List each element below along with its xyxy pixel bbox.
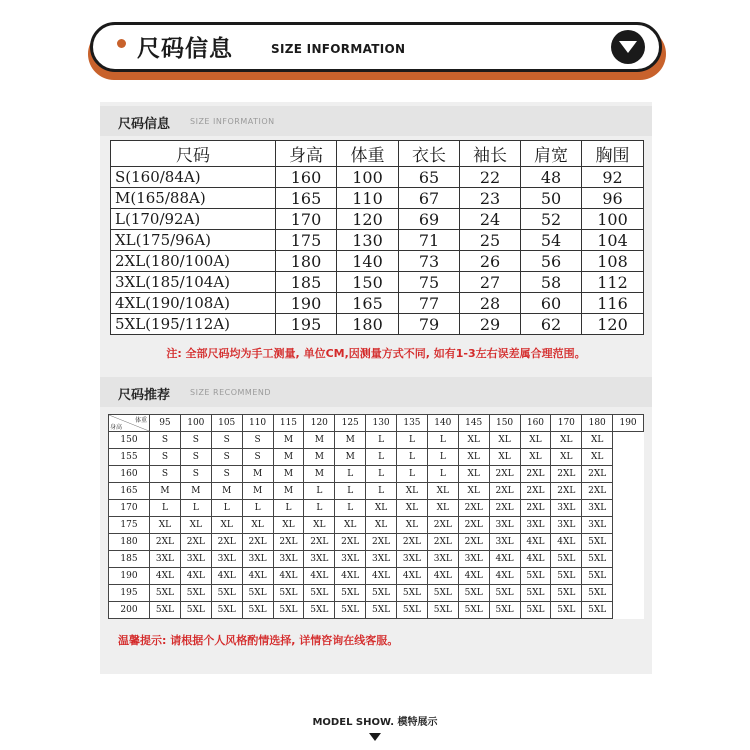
recommended-size-cell: L xyxy=(366,449,397,466)
recommended-size-cell: 2XL xyxy=(273,534,304,551)
size-value-cell: 79 xyxy=(399,314,460,335)
recommended-size-cell: XL xyxy=(458,466,489,483)
recommended-size-cell: M xyxy=(304,432,335,449)
size-value-cell: 150 xyxy=(337,272,399,293)
size-recommend-table xyxy=(108,414,644,619)
recommended-size-cell: XL xyxy=(520,432,551,449)
size-label-cell: 2XL(180/100A) xyxy=(111,251,276,272)
size-value-cell: 104 xyxy=(582,230,644,251)
corner-weight-label: 体重 xyxy=(134,417,147,424)
recommended-size-cell: 5XL xyxy=(489,602,520,619)
recommended-size-cell: M xyxy=(273,466,304,483)
expand-button[interactable] xyxy=(611,30,645,64)
recommended-size-cell: L xyxy=(366,466,397,483)
recommended-size-cell: XL xyxy=(366,500,397,517)
recommended-size-cell: 5XL xyxy=(180,585,211,602)
size-value-cell: 24 xyxy=(460,209,521,230)
size-label-cell: S(160/84A) xyxy=(111,167,276,188)
recommended-size-cell: S xyxy=(211,466,242,483)
recommended-size-cell: 4XL xyxy=(489,568,520,585)
recommended-size-cell: XL xyxy=(304,517,335,534)
corner-height-label: 身高 xyxy=(110,424,123,431)
recommended-size-cell: 5XL xyxy=(180,602,211,619)
recommended-size-cell: M xyxy=(180,483,211,500)
size-info-row xyxy=(111,293,644,314)
model-show-label: MODEL SHOW. 模特展示 xyxy=(312,717,438,728)
recommended-size-cell: 4XL xyxy=(397,568,428,585)
recommended-size-cell: L xyxy=(397,449,428,466)
size-value-cell: 140 xyxy=(337,251,399,272)
recommended-size-cell: 2XL xyxy=(489,466,520,483)
recommended-size-cell: XL xyxy=(458,483,489,500)
recommended-size-cell: L xyxy=(397,466,428,483)
size-value-cell: 160 xyxy=(276,167,337,188)
recommended-size-cell: XL xyxy=(150,517,181,534)
recommended-size-cell: XL xyxy=(335,517,366,534)
recommended-size-cell: M xyxy=(242,483,273,500)
size-info-title: 尺码信息 xyxy=(118,117,171,132)
size-value-cell: 92 xyxy=(582,167,644,188)
recommended-size-cell: L xyxy=(335,466,366,483)
recommended-size-cell: 2XL xyxy=(520,500,551,517)
size-recommend-title: 尺码推荐 xyxy=(118,388,171,403)
recommended-size-cell: 5XL xyxy=(582,568,613,585)
recommended-size-cell: 4XL xyxy=(242,568,273,585)
height-row xyxy=(109,432,644,449)
size-value-cell: 26 xyxy=(460,251,521,272)
size-info-header-cell: 体重 xyxy=(337,141,399,167)
header-banner xyxy=(90,22,662,72)
recommended-size-cell: M xyxy=(242,466,273,483)
recommended-size-cell: 2XL xyxy=(242,534,273,551)
size-info-header-cell: 身高 xyxy=(276,141,337,167)
recommended-size-cell: 5XL xyxy=(427,585,458,602)
size-value-cell: 100 xyxy=(337,167,399,188)
size-label-cell: 4XL(190/108A) xyxy=(111,293,276,314)
recommended-size-cell: 5XL xyxy=(366,602,397,619)
size-value-cell: 71 xyxy=(399,230,460,251)
recommended-size-cell: XL xyxy=(582,432,613,449)
corner-cell xyxy=(109,415,150,432)
size-value-cell: 96 xyxy=(582,188,644,209)
recommended-size-cell: M xyxy=(211,483,242,500)
recommended-size-cell: 3XL xyxy=(489,534,520,551)
recommended-size-cell: S xyxy=(150,466,181,483)
size-value-cell: 69 xyxy=(399,209,460,230)
recommended-size-cell: 2XL xyxy=(520,483,551,500)
recommended-size-cell: 2XL xyxy=(304,534,335,551)
height-label-cell: 170 xyxy=(109,500,150,517)
recommended-size-cell: 5XL xyxy=(242,602,273,619)
recommended-size-cell: L xyxy=(397,432,428,449)
recommended-size-cell: M xyxy=(273,483,304,500)
size-value-cell: 190 xyxy=(276,293,337,314)
weight-header-cell: 170 xyxy=(551,415,582,432)
recommended-size-cell: XL xyxy=(397,500,428,517)
size-info-section-bar xyxy=(100,106,652,136)
recommended-size-cell: XL xyxy=(458,449,489,466)
recommended-size-cell: L xyxy=(180,500,211,517)
size-value-cell: 180 xyxy=(337,314,399,335)
recommended-size-cell: 2XL xyxy=(458,517,489,534)
recommended-size-cell: 4XL xyxy=(180,568,211,585)
recommended-size-cell: 5XL xyxy=(489,585,520,602)
height-label-cell: 155 xyxy=(109,449,150,466)
recommended-size-cell: M xyxy=(335,432,366,449)
size-value-cell: 28 xyxy=(460,293,521,314)
recommended-size-cell: 2XL xyxy=(180,534,211,551)
recommended-size-cell: XL xyxy=(273,517,304,534)
size-value-cell: 116 xyxy=(582,293,644,314)
recommended-size-cell: 3XL xyxy=(582,500,613,517)
recommended-size-cell: L xyxy=(304,500,335,517)
height-row xyxy=(109,534,644,551)
recommended-size-cell: L xyxy=(335,500,366,517)
size-value-cell: 185 xyxy=(276,272,337,293)
recommended-size-cell: L xyxy=(150,500,181,517)
size-value-cell: 29 xyxy=(460,314,521,335)
weight-header-cell: 110 xyxy=(242,415,273,432)
height-row xyxy=(109,483,644,500)
recommended-size-cell: 2XL xyxy=(211,534,242,551)
recommended-size-cell: 4XL xyxy=(520,551,551,568)
recommended-size-cell: M xyxy=(273,449,304,466)
recommended-size-cell: L xyxy=(366,483,397,500)
size-info-row xyxy=(111,272,644,293)
size-value-cell: 165 xyxy=(276,188,337,209)
size-info-subtitle: SIZE INFORMATION xyxy=(190,117,275,126)
weight-header-cell: 115 xyxy=(273,415,304,432)
height-label-cell: 190 xyxy=(109,568,150,585)
size-value-cell: 108 xyxy=(582,251,644,272)
recommended-size-cell: 2XL xyxy=(520,466,551,483)
size-info-row xyxy=(111,188,644,209)
size-info-table xyxy=(110,140,644,335)
size-label-cell: 3XL(185/104A) xyxy=(111,272,276,293)
recommended-size-cell: 3XL xyxy=(520,517,551,534)
recommended-size-cell: 2XL xyxy=(582,466,613,483)
size-info-row xyxy=(111,209,644,230)
recommended-size-cell: L xyxy=(304,483,335,500)
recommended-size-cell: 4XL xyxy=(211,568,242,585)
recommended-size-cell: 2XL xyxy=(150,534,181,551)
height-label-cell: 185 xyxy=(109,551,150,568)
size-info-row xyxy=(111,251,644,272)
height-label-cell: 200 xyxy=(109,602,150,619)
size-value-cell: 75 xyxy=(399,272,460,293)
weight-header-cell: 135 xyxy=(397,415,428,432)
size-value-cell: 112 xyxy=(582,272,644,293)
height-row xyxy=(109,551,644,568)
size-value-cell: 165 xyxy=(337,293,399,314)
height-label-cell: 165 xyxy=(109,483,150,500)
recommended-size-cell: 2XL xyxy=(458,500,489,517)
recommended-size-cell: M xyxy=(304,449,335,466)
recommended-size-cell: 3XL xyxy=(551,517,582,534)
size-value-cell: 22 xyxy=(460,167,521,188)
recommended-size-cell: 5XL xyxy=(150,602,181,619)
recommended-size-cell: 2XL xyxy=(397,534,428,551)
size-info-header-row xyxy=(111,141,644,167)
recommended-size-cell: M xyxy=(273,432,304,449)
size-value-cell: 58 xyxy=(521,272,582,293)
recommended-size-cell: 3XL xyxy=(551,500,582,517)
triangle-down-icon xyxy=(369,733,381,741)
recommended-size-cell: 3XL xyxy=(242,551,273,568)
recommended-size-cell: L xyxy=(273,500,304,517)
recommended-size-cell: 4XL xyxy=(427,568,458,585)
recommended-size-cell: 5XL xyxy=(150,585,181,602)
recommended-size-cell: S xyxy=(150,432,181,449)
recommended-size-cell: 3XL xyxy=(150,551,181,568)
height-row xyxy=(109,466,644,483)
recommended-size-cell: 3XL xyxy=(489,517,520,534)
recommended-size-cell: 5XL xyxy=(397,602,428,619)
size-info-header-cell: 肩宽 xyxy=(521,141,582,167)
recommended-size-cell: XL xyxy=(427,500,458,517)
size-info-row xyxy=(111,314,644,335)
recommended-size-cell: 2XL xyxy=(582,483,613,500)
size-label-cell: M(165/88A) xyxy=(111,188,276,209)
recommended-size-cell: 3XL xyxy=(335,551,366,568)
size-value-cell: 120 xyxy=(582,314,644,335)
recommended-size-cell: 2XL xyxy=(335,534,366,551)
recommended-size-cell: XL xyxy=(242,517,273,534)
size-value-cell: 130 xyxy=(337,230,399,251)
recommended-size-cell: 3XL xyxy=(397,551,428,568)
recommended-size-cell: XL xyxy=(397,483,428,500)
recommended-size-cell: L xyxy=(427,432,458,449)
recommended-size-cell: 3XL xyxy=(273,551,304,568)
recommended-size-cell: 3XL xyxy=(304,551,335,568)
size-value-cell: 180 xyxy=(276,251,337,272)
recommended-size-cell: 4XL xyxy=(366,568,397,585)
weight-header-cell: 150 xyxy=(489,415,520,432)
height-label-cell: 180 xyxy=(109,534,150,551)
weight-header-cell: 190 xyxy=(613,415,644,432)
recommended-size-cell: L xyxy=(427,449,458,466)
size-panel xyxy=(100,102,652,674)
weight-header-row xyxy=(109,415,644,432)
height-row xyxy=(109,500,644,517)
size-value-cell: 195 xyxy=(276,314,337,335)
recommended-size-cell: 5XL xyxy=(335,585,366,602)
size-recommend-section-bar xyxy=(100,377,652,407)
recommended-size-cell: 4XL xyxy=(335,568,366,585)
size-value-cell: 65 xyxy=(399,167,460,188)
size-value-cell: 25 xyxy=(460,230,521,251)
recommended-size-cell: S xyxy=(180,466,211,483)
recommended-size-cell: S xyxy=(242,449,273,466)
weight-header-cell: 95 xyxy=(150,415,181,432)
warm-tip: 温馨提示: 请根据个人风格酌情选择, 详情咨询在线客服。 xyxy=(118,634,399,647)
height-label-cell: 175 xyxy=(109,517,150,534)
size-info-header-cell: 袖长 xyxy=(460,141,521,167)
recommended-size-cell: S xyxy=(150,449,181,466)
weight-header-cell: 105 xyxy=(211,415,242,432)
recommended-size-cell: XL xyxy=(458,432,489,449)
recommended-size-cell: 5XL xyxy=(582,585,613,602)
recommended-size-cell: XL xyxy=(397,517,428,534)
recommended-size-cell: S xyxy=(211,432,242,449)
recommended-size-cell: 2XL xyxy=(489,483,520,500)
size-info-row xyxy=(111,167,644,188)
height-row xyxy=(109,449,644,466)
recommended-size-cell: XL xyxy=(489,432,520,449)
height-row xyxy=(109,602,644,619)
size-value-cell: 77 xyxy=(399,293,460,314)
header-subtitle: SIZE INFORMATION xyxy=(271,42,406,56)
recommended-size-cell: 5XL xyxy=(582,602,613,619)
height-label-cell: 195 xyxy=(109,585,150,602)
recommended-size-cell: 3XL xyxy=(582,517,613,534)
chevron-down-icon xyxy=(618,40,638,54)
recommended-size-cell: 5XL xyxy=(520,585,551,602)
recommended-size-cell: 5XL xyxy=(520,568,551,585)
recommended-size-cell: 5XL xyxy=(211,602,242,619)
recommended-size-cell: L xyxy=(427,466,458,483)
recommended-size-cell: S xyxy=(180,449,211,466)
recommended-size-cell: 3XL xyxy=(458,551,489,568)
recommended-size-cell: 5XL xyxy=(304,602,335,619)
recommended-size-cell: 4XL xyxy=(304,568,335,585)
size-value-cell: 48 xyxy=(521,167,582,188)
recommended-size-cell: 5XL xyxy=(582,534,613,551)
recommended-size-cell: 2XL xyxy=(427,517,458,534)
recommended-size-cell: M xyxy=(150,483,181,500)
size-value-cell: 60 xyxy=(521,293,582,314)
recommended-size-cell: 3XL xyxy=(366,551,397,568)
recommended-size-cell: 5XL xyxy=(551,602,582,619)
recommended-size-cell: S xyxy=(211,449,242,466)
recommended-size-cell: 5XL xyxy=(397,585,428,602)
recommended-size-cell: M xyxy=(304,466,335,483)
recommended-size-cell: 3XL xyxy=(180,551,211,568)
size-info-header-cell: 胸围 xyxy=(582,141,644,167)
recommended-size-cell: 5XL xyxy=(273,585,304,602)
height-label-cell: 160 xyxy=(109,466,150,483)
height-label-cell: 150 xyxy=(109,432,150,449)
size-value-cell: 170 xyxy=(276,209,337,230)
size-value-cell: 67 xyxy=(399,188,460,209)
recommended-size-cell: 2XL xyxy=(458,534,489,551)
recommended-size-cell: 5XL xyxy=(366,585,397,602)
recommended-size-cell: 5XL xyxy=(273,602,304,619)
weight-header-cell: 180 xyxy=(582,415,613,432)
recommended-size-cell: 5XL xyxy=(242,585,273,602)
size-value-cell: 120 xyxy=(337,209,399,230)
recommended-size-cell: 4XL xyxy=(520,534,551,551)
recommended-size-cell: XL xyxy=(180,517,211,534)
size-label-cell: XL(175/96A) xyxy=(111,230,276,251)
recommended-size-cell: XL xyxy=(427,483,458,500)
recommended-size-cell: 5XL xyxy=(551,585,582,602)
size-value-cell: 52 xyxy=(521,209,582,230)
recommended-size-cell: 2XL xyxy=(551,483,582,500)
weight-header-cell: 140 xyxy=(427,415,458,432)
recommended-size-cell: 5XL xyxy=(335,602,366,619)
size-value-cell: 50 xyxy=(521,188,582,209)
recommended-size-cell: 5XL xyxy=(427,602,458,619)
accent-dot-icon xyxy=(117,39,126,48)
recommended-size-cell: 5XL xyxy=(582,551,613,568)
size-value-cell: 27 xyxy=(460,272,521,293)
recommended-size-cell: XL xyxy=(551,449,582,466)
size-recommend-subtitle: SIZE RECOMMEND xyxy=(190,388,272,397)
weight-header-cell: 120 xyxy=(304,415,335,432)
recommended-size-cell: 4XL xyxy=(150,568,181,585)
weight-header-cell: 125 xyxy=(335,415,366,432)
size-value-cell: 175 xyxy=(276,230,337,251)
recommended-size-cell: L xyxy=(211,500,242,517)
size-value-cell: 100 xyxy=(582,209,644,230)
recommended-size-cell: M xyxy=(335,449,366,466)
header-title: 尺码信息 xyxy=(137,36,233,62)
recommended-size-cell: XL xyxy=(582,449,613,466)
recommended-size-cell: XL xyxy=(366,517,397,534)
recommended-size-cell: L xyxy=(335,483,366,500)
size-value-cell: 62 xyxy=(521,314,582,335)
recommended-size-cell: 2XL xyxy=(366,534,397,551)
weight-header-cell: 100 xyxy=(180,415,211,432)
recommended-size-cell: 5XL xyxy=(458,602,489,619)
size-label-cell: L(170/92A) xyxy=(111,209,276,230)
recommended-size-cell: 5XL xyxy=(520,602,551,619)
recommended-size-cell: 2XL xyxy=(427,534,458,551)
size-info-header-cell: 衣长 xyxy=(399,141,460,167)
recommended-size-cell: 2XL xyxy=(489,500,520,517)
recommended-size-cell: 2XL xyxy=(551,466,582,483)
weight-header-cell: 130 xyxy=(366,415,397,432)
recommended-size-cell: 5XL xyxy=(458,585,489,602)
height-row xyxy=(109,585,644,602)
recommended-size-cell: 4XL xyxy=(551,534,582,551)
size-info-header-cell: 尺码 xyxy=(111,141,276,167)
recommended-size-cell: S xyxy=(180,432,211,449)
recommended-size-cell: 4XL xyxy=(489,551,520,568)
height-row xyxy=(109,517,644,534)
recommended-size-cell: S xyxy=(242,432,273,449)
recommended-size-cell: 5XL xyxy=(551,551,582,568)
size-value-cell: 54 xyxy=(521,230,582,251)
size-value-cell: 110 xyxy=(337,188,399,209)
weight-header-cell: 160 xyxy=(520,415,551,432)
size-value-cell: 56 xyxy=(521,251,582,272)
size-value-cell: 73 xyxy=(399,251,460,272)
weight-header-cell: 145 xyxy=(458,415,489,432)
height-row xyxy=(109,568,644,585)
recommended-size-cell: 3XL xyxy=(427,551,458,568)
measurement-note: 注: 全部尺码均为手工测量, 单位CM,因测量方式不同, 如有1-3左右误差属合理范围。 xyxy=(166,347,586,360)
recommended-size-cell: L xyxy=(366,432,397,449)
recommended-size-cell: XL xyxy=(551,432,582,449)
size-info-row xyxy=(111,230,644,251)
recommended-size-cell: 4XL xyxy=(273,568,304,585)
recommended-size-cell: L xyxy=(242,500,273,517)
recommended-size-cell: XL xyxy=(489,449,520,466)
size-label-cell: 5XL(195/112A) xyxy=(111,314,276,335)
size-value-cell: 23 xyxy=(460,188,521,209)
recommended-size-cell: XL xyxy=(520,449,551,466)
recommended-size-cell: 5XL xyxy=(211,585,242,602)
recommended-size-cell: 5XL xyxy=(551,568,582,585)
recommended-size-cell: XL xyxy=(211,517,242,534)
recommended-size-cell: 3XL xyxy=(211,551,242,568)
recommended-size-cell: 4XL xyxy=(458,568,489,585)
recommended-size-cell: 5XL xyxy=(304,585,335,602)
